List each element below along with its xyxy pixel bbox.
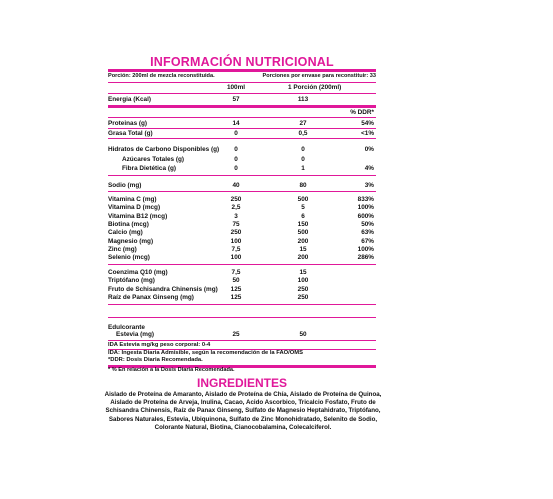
row-v2: 250 xyxy=(297,285,309,293)
row-name: Zinc (mg) xyxy=(108,245,137,253)
portions-per-pack: Porciones por envase para reconstituir: 33 xyxy=(262,73,376,79)
row-v1: 3 xyxy=(234,212,238,220)
row-v3: 100% xyxy=(357,245,374,253)
row-v2: 80 xyxy=(299,182,307,189)
row-v3: 3% xyxy=(364,182,374,189)
column-header-row xyxy=(108,83,376,92)
ida-definition-note: IDA: Ingesta Diaria Admisible, según la recomendación de la FAO/OMS xyxy=(108,350,303,356)
row-v2: 15 xyxy=(299,245,307,253)
row-name: Proteinas (g) xyxy=(108,120,148,127)
row-name: Vitamina C (mg) xyxy=(108,196,157,203)
row-v2: 500 xyxy=(297,196,309,203)
ingredients-title: INGREDIENTES xyxy=(196,376,287,390)
row-name: Energia (Kcal) xyxy=(108,96,151,103)
row-v2: 250 xyxy=(297,293,309,301)
row-v2: 15 xyxy=(299,269,307,276)
divider xyxy=(108,317,376,318)
row-name: Triptófano (mg) xyxy=(108,277,155,285)
row-name: Raíz de Panax Ginseng (mg) xyxy=(108,293,194,301)
row-name: Calcio (mg) xyxy=(108,229,143,237)
row-name: Sodio (mg) xyxy=(108,182,142,189)
row-name: Estevia (mg) xyxy=(116,331,155,338)
row-v3: 0% xyxy=(364,146,374,153)
row-v3: 54% xyxy=(361,120,374,127)
col-ddr: % DDR* xyxy=(350,109,374,116)
row-name: Magnesio (mg) xyxy=(108,237,154,245)
row-v2: 0 xyxy=(301,155,305,163)
divider xyxy=(108,128,376,129)
row-v1: 2,5 xyxy=(231,204,241,212)
row-v1: 0 xyxy=(234,165,238,172)
sodium-row xyxy=(108,181,376,190)
row-v1: 250 xyxy=(230,196,242,203)
row-v2: 100 xyxy=(297,277,309,285)
row-v1: 125 xyxy=(230,293,242,301)
row-v2: 500 xyxy=(297,229,309,237)
row-v1: 75 xyxy=(232,220,240,228)
row-name: Vitamina D (mcg) xyxy=(108,204,161,212)
row-v2: 50 xyxy=(299,331,307,338)
row-v1: 250 xyxy=(230,229,242,237)
row-v1: 100 xyxy=(230,254,242,262)
divider xyxy=(108,138,376,139)
footnote: * % En relación a la Dosis Diaria Recomendada. xyxy=(108,367,235,373)
row-v2: 1 xyxy=(301,165,305,172)
row-v3: 100% xyxy=(357,204,374,212)
row-v3: <1% xyxy=(361,130,374,137)
nutrient-row xyxy=(108,253,376,262)
row-v2: 200 xyxy=(297,237,309,245)
portion-size: Porción: 200ml de mezcla reconstituida. xyxy=(108,73,215,79)
row-v1: 14 xyxy=(232,120,240,127)
row-name: Vitamina B12 (mcg) xyxy=(108,212,168,220)
row-v3: 833% xyxy=(357,196,374,203)
row-v2: 150 xyxy=(297,220,309,228)
row-v1: 125 xyxy=(230,285,242,293)
row-name: Hidratos de Carbono Disponibles (g) xyxy=(108,146,220,153)
row-v2: 27 xyxy=(299,120,307,127)
row-v3: 63% xyxy=(361,229,374,237)
row-v1: 40 xyxy=(232,182,240,189)
row-v2: 0,5 xyxy=(298,130,308,137)
row-v1: 7,5 xyxy=(231,269,241,276)
row-name: Biotina (mcg) xyxy=(108,220,149,228)
nutrient-row xyxy=(108,145,376,154)
row-v1: 0 xyxy=(234,130,238,137)
ida-stevia-note: IDA Estevia mg/kg peso corporal: 0-4 xyxy=(108,342,211,348)
ingredients-text: Aislado de Proteína de Amaranto, Aislado de Proteína de Chía, Aislado de Proteína de Quinoa, Aislado de Proteína de Arveja, Inulina, Cacao, Acido Ascorbico, Tricalcio Fosfato, Fruto de Schisandra Chinensis, Raíz de Panax Ginseng, Sulfato de Magnesio Heptahidrato, Triptófano, Sabores Naturales, Estevia, Ubiquinona, Sulfato de Zinc Monohidratado, Selenito de Sodio, Colorante Natural, Biotina, Cianocobalamina, Colecalciferol. xyxy=(104,391,382,431)
row-name: Selenio (mcg) xyxy=(108,254,150,262)
divider xyxy=(108,175,376,176)
row-name: Fibra Dietética (g) xyxy=(122,165,176,172)
row-name: Fruto de Schisandra Chinensis (mg) xyxy=(108,285,218,293)
nutrient-row xyxy=(108,293,376,302)
row-v3: 600% xyxy=(357,212,374,220)
row-name: Azúcares Totales (g) xyxy=(122,155,185,163)
row-name: Grasa Total (g) xyxy=(108,130,153,137)
nutrient-row xyxy=(108,129,376,138)
divider xyxy=(108,264,376,265)
nutrition-title: INFORMACIÓN NUTRICIONAL xyxy=(150,55,334,69)
col-portion: 1 Porción (200ml) xyxy=(288,84,342,91)
row-v2: 200 xyxy=(297,254,309,262)
row-v1: 50 xyxy=(232,277,240,285)
divider xyxy=(108,191,376,192)
row-v1: 7,5 xyxy=(231,245,241,253)
row-v2: 5 xyxy=(301,204,305,212)
nutrient-row xyxy=(108,164,376,173)
nutrient-row xyxy=(108,155,376,164)
title-rule xyxy=(108,69,376,72)
col-100ml: 100ml xyxy=(226,84,246,91)
row-v2: 6 xyxy=(301,212,305,220)
row-v3: 4% xyxy=(364,165,374,172)
row-v1: 25 xyxy=(232,331,240,338)
row-v2: 113 xyxy=(297,96,309,103)
row-v1: 0 xyxy=(234,146,238,153)
divider xyxy=(108,304,376,305)
nutrient-row xyxy=(108,119,376,128)
stevia-row xyxy=(108,330,376,339)
ddr-note: *DDR: Dosis Diaria Recomendada. xyxy=(108,357,203,363)
row-name: Coenzima Q10 (mg) xyxy=(108,269,168,276)
row-v3: 50% xyxy=(361,220,374,228)
row-v3: 67% xyxy=(361,237,374,245)
energy-row xyxy=(108,95,376,104)
row-v1: 100 xyxy=(230,237,242,245)
row-v3: 286% xyxy=(357,254,374,262)
row-v1: 0 xyxy=(234,155,238,163)
ddr-header-row xyxy=(108,108,376,117)
row-v1: 57 xyxy=(232,96,240,103)
sweetener-label: Edulcorante xyxy=(108,324,145,331)
row-v2: 0 xyxy=(301,146,305,153)
